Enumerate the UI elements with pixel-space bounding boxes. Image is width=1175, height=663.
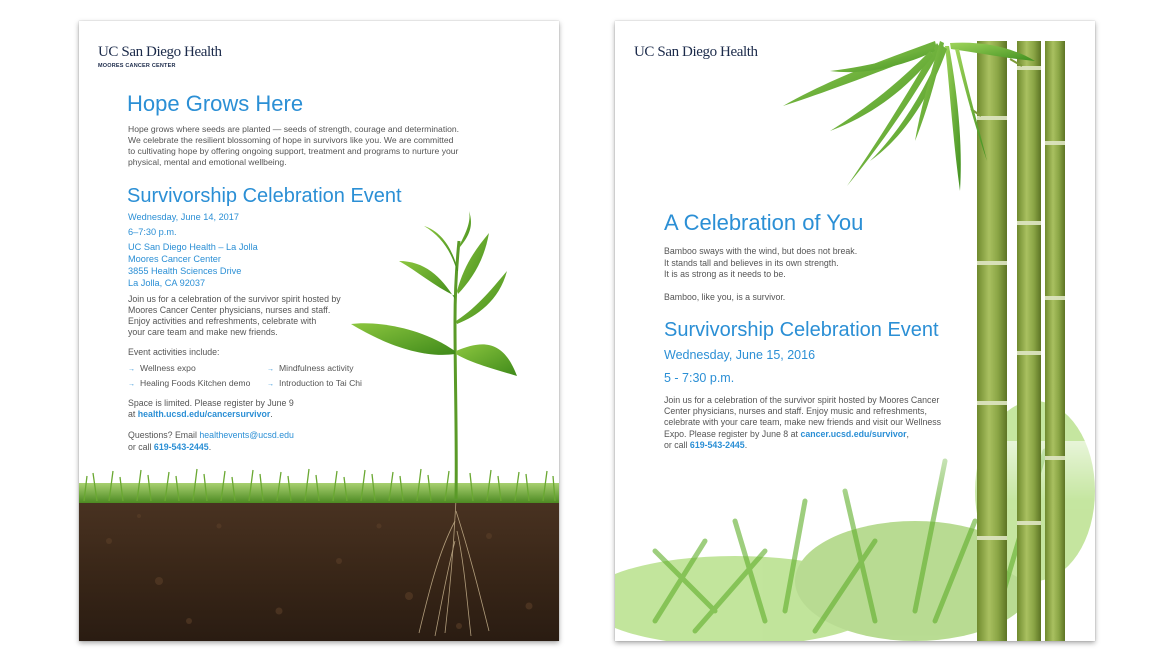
arrow-right-icon: → bbox=[128, 366, 135, 373]
join-line: Center physicians, nurses and staff. Enjoy music and refreshments, bbox=[664, 406, 927, 417]
event-time: 5 - 7:30 p.m. bbox=[664, 371, 735, 385]
activity-label: Healing Foods Kitchen demo bbox=[140, 378, 251, 388]
intro-line: to cultivating hope by offering ongoing support, treatment and programs to nurture your bbox=[128, 146, 459, 156]
activity-label: Introduction to Tai Chi bbox=[279, 378, 362, 388]
register-link-line bbox=[128, 409, 294, 420]
logo-uc-san-diego-health: UC San Diego Health bbox=[98, 44, 222, 60]
logo-moores-cancer-center: MOORES CANCER CENTER bbox=[98, 63, 176, 69]
contact-block bbox=[128, 430, 294, 453]
join-paragraph bbox=[664, 395, 941, 451]
join-line: celebrate with your care team, make new friends and visit our Wellness bbox=[664, 417, 942, 428]
poem-paragraph bbox=[664, 246, 857, 281]
join-last-text: Expo. Please register by June 8 at bbox=[664, 428, 801, 439]
register-end: , bbox=[906, 428, 909, 439]
call-end: . bbox=[744, 439, 748, 450]
event-date: Wednesday, June 14, 2017 bbox=[128, 212, 240, 222]
page-title: Hope Grows Here bbox=[127, 91, 304, 116]
call-line bbox=[128, 442, 294, 454]
event-time: 6–7:30 p.m. bbox=[128, 227, 177, 237]
intro-paragraph bbox=[128, 124, 459, 168]
email-link[interactable]: healthevents@ucsd.edu bbox=[199, 430, 294, 440]
activity-item bbox=[128, 378, 250, 388]
poem-line: Bamboo sways with the wind, but does not break. bbox=[664, 246, 858, 256]
activity-item bbox=[267, 363, 354, 373]
call-line bbox=[664, 440, 941, 451]
flyer-hope-grows-here bbox=[79, 21, 559, 641]
questions-text: Questions? Email bbox=[128, 430, 200, 440]
event-address bbox=[128, 241, 258, 289]
event-title: Survivorship Celebration Event bbox=[664, 319, 939, 341]
join-line: Enjoy activities and refreshments, celebrate with bbox=[128, 316, 317, 326]
address-line: La Jolla, CA 92037 bbox=[128, 278, 206, 288]
join-line: Join us for a celebration of the survivor spirit hosted by Moores Cancer bbox=[664, 395, 940, 405]
flyer-celebration-of-you bbox=[615, 21, 1095, 641]
join-line: Moores Cancer Center physicians, nurses and staff. bbox=[128, 305, 331, 315]
join-line bbox=[664, 429, 941, 440]
join-line: your care team and make new friends. bbox=[128, 327, 278, 337]
page-title: A Celebration of You bbox=[664, 210, 864, 235]
register-block bbox=[128, 398, 294, 420]
register-line: Space is limited. Please register by June 9 bbox=[128, 398, 294, 408]
register-link[interactable]: health.ucsd.edu/cancersurvivor bbox=[137, 409, 271, 419]
questions-line bbox=[128, 430, 294, 442]
event-date: Wednesday, June 15, 2016 bbox=[664, 348, 816, 362]
intro-line: We celebrate the resilient blossoming of hope in survivors like you. We are committed bbox=[128, 135, 454, 145]
activities-heading: Event activities include: bbox=[128, 347, 220, 357]
arrow-right-icon: → bbox=[267, 381, 274, 388]
intro-line: physical, mental and emotional wellbeing. bbox=[128, 157, 287, 167]
poem-line: It is as strong as it needs to be. bbox=[664, 269, 786, 279]
arrow-right-icon: → bbox=[267, 366, 274, 373]
address-line: 3855 Health Sciences Drive bbox=[128, 266, 242, 276]
call-text: or call bbox=[128, 441, 154, 452]
activity-label: Mindfulness activity bbox=[279, 363, 354, 373]
address-line: UC San Diego Health – La Jolla bbox=[128, 242, 258, 252]
call-end: . bbox=[208, 441, 212, 452]
activity-label: Wellness expo bbox=[140, 363, 196, 373]
activity-item bbox=[128, 363, 196, 373]
phone-link[interactable]: 619-543-2445 bbox=[689, 439, 745, 450]
join-line: Join us for a celebration of the survivor spirit hosted by bbox=[128, 294, 341, 304]
activity-item bbox=[267, 378, 362, 388]
poem-line: It stands tall and believes in its own strength. bbox=[664, 257, 839, 268]
logo-uc-san-diego-health: UC San Diego Health bbox=[634, 44, 758, 60]
arrow-right-icon: → bbox=[128, 381, 135, 388]
phone-link[interactable]: 619-543-2445 bbox=[153, 441, 209, 452]
register-end: . bbox=[270, 409, 273, 419]
call-text: or call bbox=[664, 439, 690, 450]
join-paragraph bbox=[128, 294, 341, 338]
register-link[interactable]: cancer.ucsd.edu/survivor bbox=[800, 428, 907, 439]
register-at-text: at bbox=[128, 409, 138, 419]
address-line: Moores Cancer Center bbox=[128, 254, 221, 264]
event-title: Survivorship Celebration Event bbox=[127, 185, 402, 207]
survivor-line: Bamboo, like you, is a survivor. bbox=[664, 292, 786, 302]
intro-line: Hope grows where seeds are planted — seeds of strength, courage and determination. bbox=[128, 124, 460, 134]
